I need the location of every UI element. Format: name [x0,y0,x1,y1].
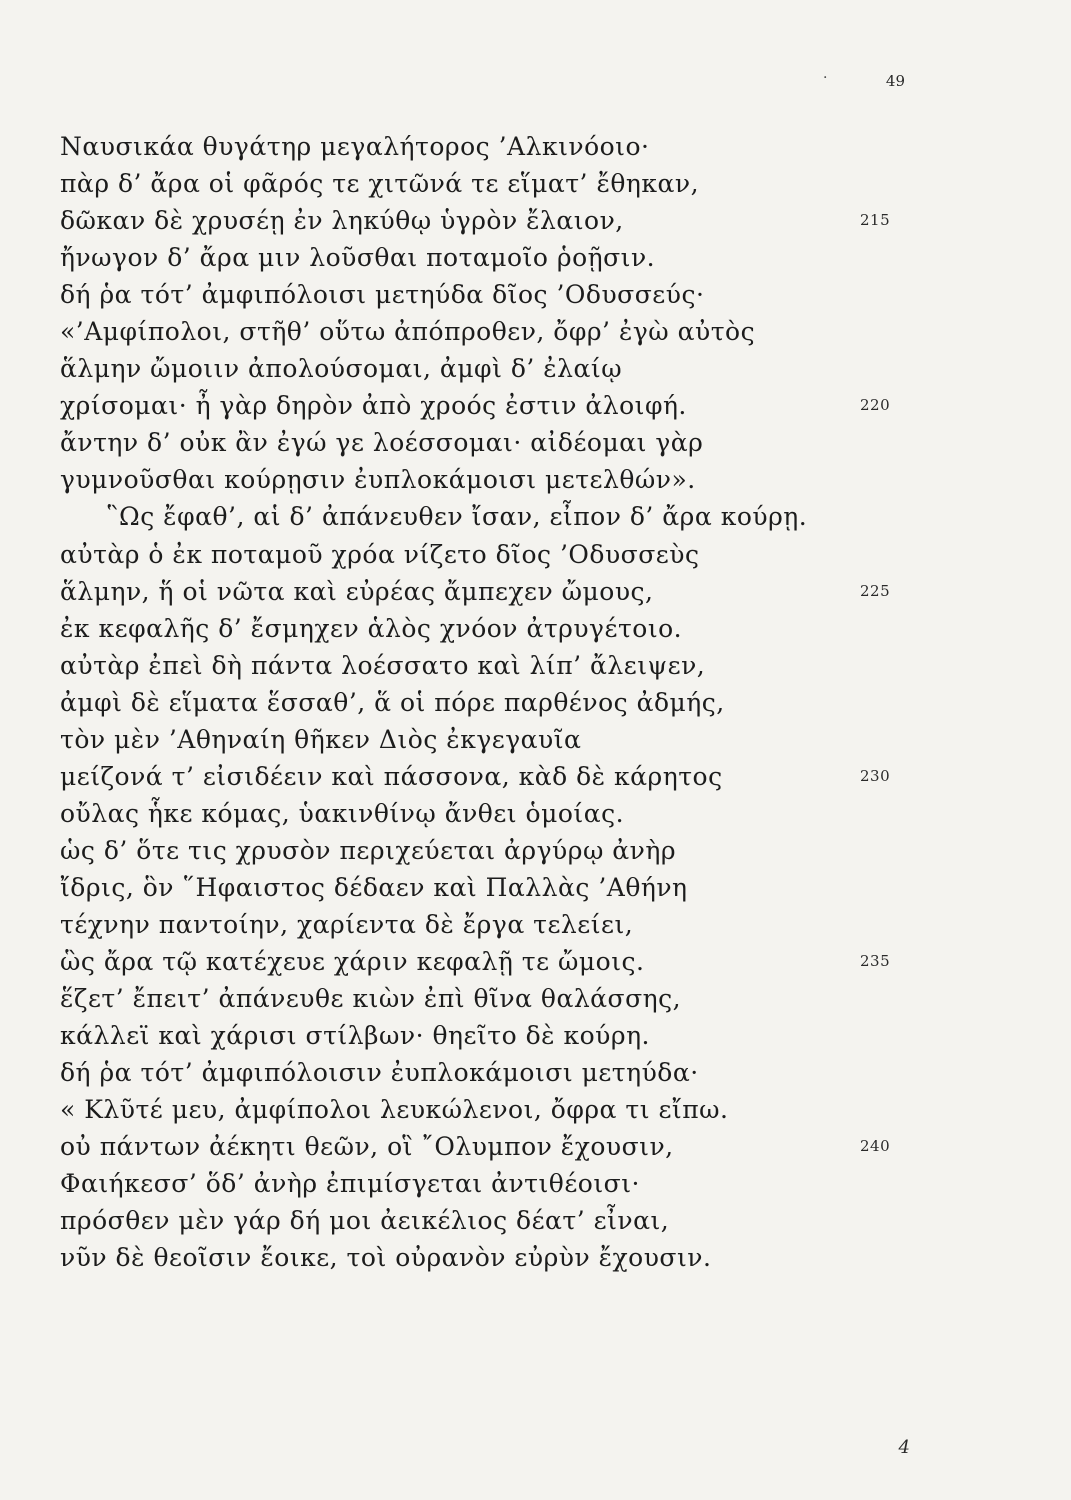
verse-text: « Κλῦτέ μευ, ἀμφίπολοι λευκώλενοι, ὄφρα τι εἴπω. [60,1095,729,1125]
verse-text: δῶκαν δὲ χρυσέῃ ἐν ληκύθῳ ὑγρὸν ἔλαιον, [60,206,624,236]
verse-line [60,980,920,1017]
verse-line [60,610,920,647]
line-number: 230 [860,766,891,785]
verse-text: ἕζετ’ ἔπειτ’ ἀπάνευθε κιὼν ἐπὶ θῖνα θαλάσσης, [60,984,682,1014]
verse-block [60,128,920,1276]
verse-line [60,1239,920,1276]
verse-text: δή ῥα τότ’ ἀμφιπόλοισιν ἐυπλοκάμοισι μετηύδα· [60,1058,699,1088]
verse-text: οὐ πάντων ἀέκητι θεῶν, οἳ ῎Ολυμπον ἔχουσιν, [60,1132,674,1162]
verse-text: ἐκ κεφαλῆς δ’ ἔσμηχεν ἁλὸς χνόον ἀτρυγέτοιο. [60,613,683,643]
verse-line [60,684,920,721]
verse-line [60,276,920,313]
verse-line [60,424,920,461]
verse-line [60,1054,920,1091]
verse-text: πρόσθεν μὲν γάρ δή μοι ἀεικέλιος δέατ’ εἶναι, [60,1206,670,1236]
verse-line [60,313,920,350]
verse-text: οὔλας ἧκε κόμας, ὑακινθίνῳ ἄνθει ὁμοίας. [60,798,625,828]
line-number: 235 [860,952,891,971]
verse-line [60,1165,920,1202]
line-number: 220 [860,396,891,415]
verse-text: ἴδρις, ὃν ῞Ηφαιστος δέδαεν καὶ Παλλὰς ’Αθήνη [60,872,688,902]
verse-text: ἤνωγον δ’ ἄρα μιν λοῦσθαι ποταμοῖο ῥοῇσιν. [60,243,656,273]
verse-text: τέχνην παντοίην, χαρίεντα δὲ ἔργα τελείει, [60,909,634,939]
verse-line [60,1202,920,1239]
verse-line [60,387,920,424]
signature-mark: 4 [898,1437,910,1458]
verse-text: ὣς ἄρα τῷ κατέχευε χάριν κεφαλῇ τε ὤμοις. [60,947,645,977]
verse-text: μείζονά τ’ εἰσιδέειν καὶ πάσσονα, κὰδ δὲ κάρητος [60,761,723,791]
verse-text: νῦν δὲ θεοῖσιν ἔοικε, τοὶ οὐρανὸν εὐρὺν ἔχουσιν. [60,1243,712,1273]
verse-text: δή ῥα τότ’ ἀμφιπόλοισι μετηύδα δῖος ’Οδυσσεύς· [60,280,705,310]
verse-text: κάλλεϊ καὶ χάρισι στίλβων· θηεῖτο δὲ κούρη. [60,1021,650,1051]
verse-text: ἀμφὶ δὲ εἵματα ἕσσαθ’, ἅ οἱ πόρε παρθένος ἀδμής, [60,687,725,717]
verse-line [60,795,920,832]
line-number: 240 [860,1137,891,1156]
verse-text: χρίσομαι· ἦ γὰρ δηρὸν ἀπὸ χροός ἐστιν ἀλοιφή. [60,391,687,421]
verse-text: αὐτὰρ ἐπεὶ δὴ πάντα λοέσσατο καὶ λίπ’ ἄλειψεν, [60,650,706,680]
verse-line [60,498,920,535]
verse-line [60,832,920,869]
verse-text: γυμνοῦσθαι κούρῃσιν ἐυπλοκάμοισι μετελθών». [60,465,696,495]
verse-text: πὰρ δ’ ἄρα οἱ φᾶρός τε χιτῶνά τε εἵματ’ ἔθηκαν, [60,169,700,199]
page-number: 49 [885,72,905,90]
verse-line [60,165,920,202]
verse-text: Φαιήκεσσ’ ὅδ’ ἀνὴρ ἐπιμίσγεται ἀντιθέοισι· [60,1169,640,1199]
verse-text: ἅλμην, ἥ οἱ νῶτα καὶ εὐρέας ἄμπεχεν ὤμους, [60,576,654,606]
verse-text: «’Αμφίπολοι, στῆθ’ οὕτω ἀπόπροθεν, ὄφρ’ ἐγὼ αὐτὸς [60,317,756,347]
verse-line [60,350,920,387]
line-number: 215 [860,211,891,230]
verse-line [60,647,920,684]
line-number: 225 [860,581,891,600]
verse-line [60,1017,920,1054]
verse-line [60,536,920,573]
verse-text: ἄντην δ’ οὐκ ἂν ἐγώ γε λοέσσομαι· αἰδέομαι γὰρ [60,428,704,458]
verse-line [60,128,920,165]
stray-mark: · [823,70,828,86]
verse-line [60,1091,920,1128]
verse-line [60,1128,920,1165]
verse-line [60,943,920,980]
verse-text: αὐτὰρ ὁ ἐκ ποταμοῦ χρόα νίζετο δῖος ’Οδυσσεὺς [60,539,700,569]
verse-line [60,721,920,758]
verse-line [60,869,920,906]
verse-text: ῝Ως ἔφαθ’, αἱ δ’ ἀπάνευθεν ἴσαν, εἶπον δ’ ἄρα κούρῃ. [106,502,808,532]
verse-line [60,239,920,276]
verse-line [60,202,920,239]
verse-text: ἅλμην ὤμοιιν ἀπολούσομαι, ἀμφὶ δ’ ἐλαίῳ [60,354,623,384]
verse-line [60,906,920,943]
verse-text: ὡς δ’ ὅτε τις χρυσὸν περιχεύεται ἀργύρῳ ἀνὴρ [60,835,677,865]
verse-line [60,758,920,795]
verse-text: τὸν μὲν ’Αθηναίη θῆκεν Διὸς ἐκγεγαυῖα [60,724,582,754]
verse-line [60,573,920,610]
verse-text: Ναυσικάα θυγάτηρ μεγαλήτορος ’Αλκινόοιο· [60,132,650,161]
verse-line [60,461,920,498]
